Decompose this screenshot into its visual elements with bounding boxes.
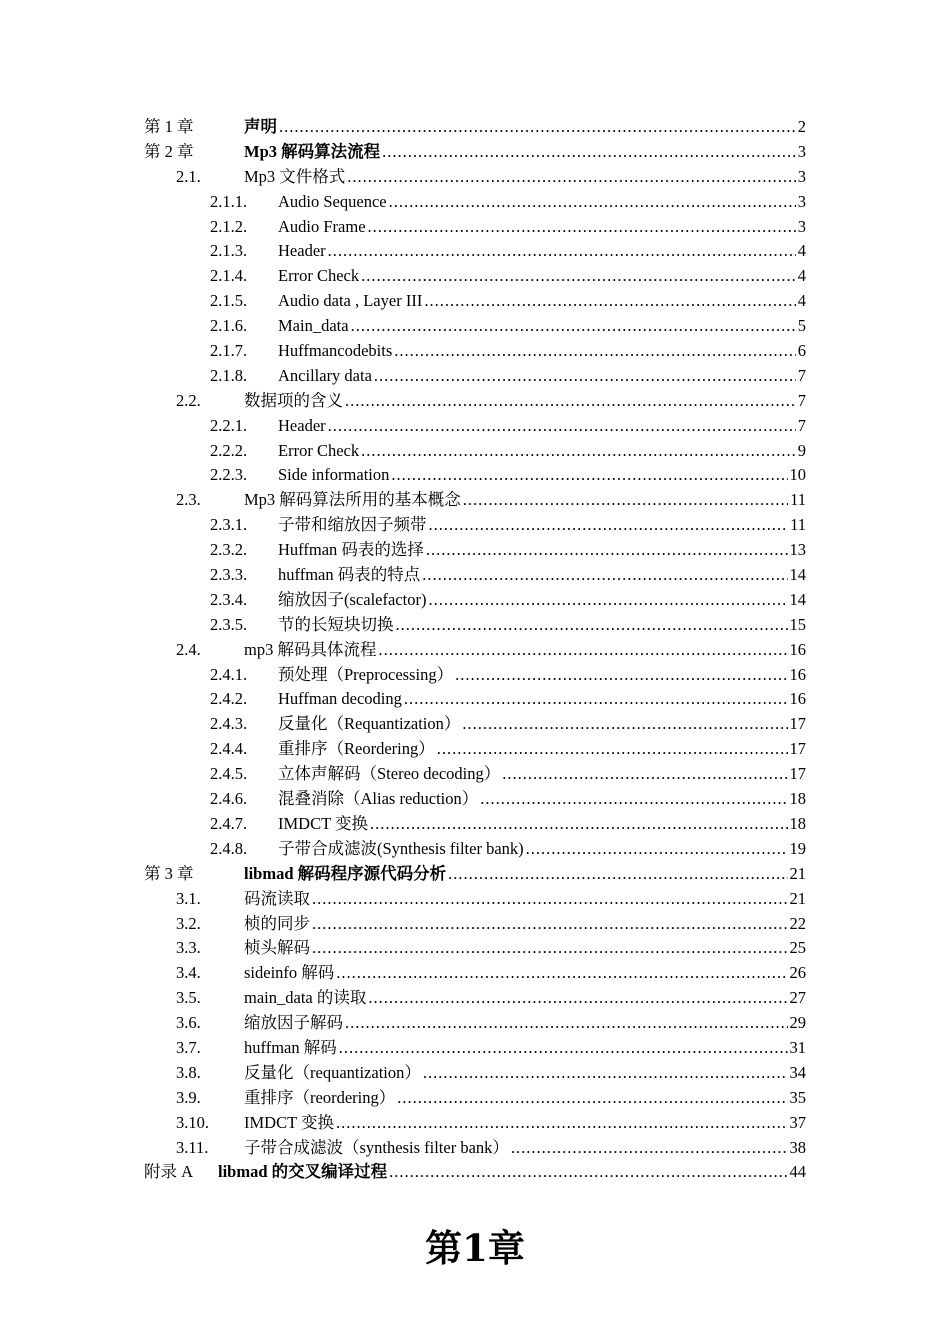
toc-entry-title: libmad 的交叉编译过程 [218,1162,388,1182]
toc-entry-page: 21 [789,888,806,908]
toc-dot-leader [312,887,788,912]
toc-entry-title: 桢的同步 [244,913,310,933]
toc-entry-title: 重排序（reordering） [244,1087,396,1107]
toc-dot-leader [526,837,788,862]
toc-dot-leader [351,314,796,339]
toc-entry-page: 14 [789,565,806,585]
toc-entry-title: Header [278,241,326,261]
toc-entry-title: 反量化（requantization） [244,1062,421,1082]
toc-dot-leader [312,936,788,961]
toc-entry-number: 2.4.3. [210,714,248,734]
toc-dot-leader [389,190,796,215]
toc-dot-leader [361,264,796,289]
toc-dot-leader [336,1111,788,1136]
toc-entry[interactable] [144,339,806,364]
toc-entry-page: 17 [789,739,806,759]
toc-entry[interactable] [144,712,806,737]
toc-entry[interactable] [144,513,806,538]
toc-entry[interactable] [144,239,806,264]
toc-entry-title: mp3 解码具体流程 [244,639,377,659]
toc-entry-page: 7 [797,390,806,410]
toc-entry[interactable] [144,986,806,1011]
toc-entry[interactable] [144,414,806,439]
toc-entry[interactable] [144,1011,806,1036]
toc-entry[interactable] [144,812,806,837]
toc-entry-number: 3.1. [176,888,201,908]
toc-entry[interactable] [144,912,806,937]
toc-entry-number: 2.1.8. [210,365,248,385]
toc-dot-leader [374,364,796,389]
toc-entry[interactable] [144,663,806,688]
toc-entry[interactable] [144,588,806,613]
toc-entry-number: 3.7. [176,1037,201,1057]
toc-entry-page: 3 [797,141,806,161]
table-of-contents [144,115,806,1185]
toc-entry-number: 2.1.4. [210,266,248,286]
toc-entry[interactable] [144,215,806,240]
toc-entry-page: 7 [797,415,806,435]
toc-entry[interactable] [144,289,806,314]
toc-dot-leader [378,638,787,663]
toc-entry-page: 11 [790,515,806,535]
toc-entry-title: 数据项的含义 [244,390,343,410]
toc-entry-page: 27 [789,988,806,1008]
toc-dot-leader [345,1011,788,1036]
toc-entry[interactable] [144,961,806,986]
toc-entry-page: 7 [797,365,806,385]
toc-entry[interactable] [144,638,806,663]
toc-entry-page: 38 [789,1137,806,1157]
toc-entry-title: 重排序（Reordering） [278,739,435,759]
toc-entry-number: 2.1.7. [210,341,248,361]
toc-dot-leader [394,339,795,364]
toc-entry[interactable] [144,1160,806,1185]
toc-entry-number: 2.2.1. [210,415,248,435]
toc-entry[interactable] [144,1036,806,1061]
toc-dot-leader [396,613,788,638]
toc-entry-page: 31 [789,1037,806,1057]
toc-entry-title: sideinfo 解码 [244,963,335,983]
toc-entry-number: 3.3. [176,938,201,958]
toc-entry-page: 18 [789,789,806,809]
toc-entry[interactable] [144,563,806,588]
toc-entry-title: 子带合成滤波(Synthesis filter bank) [278,838,524,858]
toc-entry[interactable] [144,389,806,414]
toc-entry-page: 10 [789,465,806,485]
toc-dot-leader [404,687,788,712]
toc-entry-title: 桢头解码 [244,938,310,958]
toc-dot-leader [347,165,795,190]
toc-entry-title: 预处理（Preprocessing） [278,664,454,684]
toc-entry-page: 14 [789,589,806,609]
toc-entry-page: 17 [789,714,806,734]
toc-entry[interactable] [144,1086,806,1111]
toc-entry-title: Audio Frame [278,216,366,236]
toc-entry-page: 35 [789,1087,806,1107]
toc-entry-number: 2.1.1. [210,191,248,211]
toc-entry-number: 附录 A [144,1162,194,1182]
toc-entry-page: 3 [797,216,806,236]
toc-dot-leader [312,912,788,937]
toc-entry[interactable] [144,936,806,961]
toc-dot-leader [462,712,787,737]
toc-entry[interactable] [144,115,806,140]
toc-dot-leader [361,439,796,464]
toc-entry-page: 16 [789,639,806,659]
toc-entry-number: 2.2. [176,390,201,410]
toc-entry-title: Side information [278,465,390,485]
toc-entry-number: 2.3.4. [210,589,248,609]
toc-dot-leader [437,737,788,762]
toc-entry-number: 2.3.3. [210,565,248,585]
toc-entry-number: 第 3 章 [144,863,194,883]
toc-entry-title: Mp3 解码算法所用的基本概念 [244,490,461,510]
toc-entry-title: Huffmancodebits [278,341,393,361]
toc-dot-leader [423,1061,788,1086]
toc-entry-number: 3.6. [176,1013,201,1033]
toc-dot-leader [328,239,796,264]
toc-entry-title: Audio Sequence [278,191,387,211]
toc-entry-title: Huffman decoding [278,689,402,709]
chapter-heading: 第1章 [425,1226,525,1270]
toc-dot-leader [455,663,787,688]
toc-dot-leader [391,463,787,488]
toc-dot-leader [448,862,787,887]
toc-entry-number: 2.4.1. [210,664,248,684]
toc-entry[interactable] [144,538,806,563]
toc-entry-title: Huffman 码表的选择 [278,540,424,560]
toc-entry-number: 2.3. [176,490,201,510]
toc-entry-number: 2.1. [176,166,201,186]
toc-entry-page: 21 [789,863,806,883]
toc-entry[interactable] [144,1061,806,1086]
toc-entry-page: 15 [789,614,806,634]
toc-entry-page: 6 [797,341,806,361]
toc-entry-title: Error Check [278,440,360,460]
toc-entry-page: 5 [797,316,806,336]
toc-entry[interactable] [144,787,806,812]
toc-entry-number: 2.4.4. [210,739,248,759]
toc-entry[interactable] [144,862,806,887]
toc-entry[interactable] [144,463,806,488]
toc-entry-page: 25 [789,938,806,958]
toc-entry-number: 2.3.5. [210,614,248,634]
toc-entry-number: 2.1.6. [210,316,248,336]
toc-dot-leader [428,588,787,613]
toc-entry-title: huffman 码表的特点 [278,565,421,585]
toc-entry[interactable] [144,264,806,289]
toc-entry-title: Header [278,415,326,435]
toc-entry-number: 2.4.5. [210,764,248,784]
toc-entry-page: 18 [789,813,806,833]
toc-dot-leader [368,215,796,240]
toc-dot-leader [368,986,787,1011]
toc-entry-page: 19 [789,838,806,858]
toc-entry-title: 混叠消除（Alias reduction） [278,789,479,809]
toc-entry-page: 4 [797,266,806,286]
toc-entry-number: 2.4.2. [210,689,248,709]
toc-entry-number: 第 2 章 [144,141,194,161]
toc-entry[interactable] [144,887,806,912]
toc-entry-page: 44 [789,1162,806,1182]
toc-entry-title: 缩放因子解码 [244,1013,343,1033]
toc-entry-page: 3 [797,191,806,211]
toc-dot-leader [397,1086,787,1111]
toc-dot-leader [279,115,796,140]
toc-entry[interactable] [144,737,806,762]
toc-entry-number: 2.3.2. [210,540,248,560]
toc-entry[interactable] [144,687,806,712]
toc-entry[interactable] [144,1111,806,1136]
toc-entry-number: 3.4. [176,963,201,983]
toc-entry-page: 2 [797,117,806,136]
toc-entry-title: Error Check [278,266,360,286]
toc-entry-page: 16 [789,664,806,684]
toc-entry[interactable] [144,364,806,389]
toc-entry-number: 2.4. [176,639,201,659]
toc-dot-leader [480,787,787,812]
toc-entry[interactable] [144,314,806,339]
toc-dot-leader [339,1036,788,1061]
toc-entry-number: 2.3.1. [210,515,248,535]
toc-entry-number: 2.4.7. [210,813,248,833]
toc-entry-title: 码流读取 [244,888,310,908]
toc-dot-leader [345,389,796,414]
toc-entry-title: 声明 [244,117,277,136]
toc-entry-page: 9 [797,440,806,460]
toc-dot-leader [502,762,787,787]
toc-entry[interactable] [144,140,806,165]
toc-entry-page: 4 [797,291,806,311]
toc-dot-leader [511,1136,788,1161]
toc-entry-page: 16 [789,689,806,709]
toc-entry-title: 缩放因子(scalefactor) [278,589,427,609]
toc-entry-number: 2.1.2. [210,216,248,236]
toc-dot-leader [336,961,787,986]
toc-dot-leader [463,488,788,513]
toc-entry-number: 2.2.2. [210,440,248,460]
toc-entry-title: main_data 的读取 [244,988,367,1008]
toc-entry-number: 第 1 章 [144,117,194,136]
toc-entry-number: 3.11. [176,1137,209,1157]
toc-entry-number: 3.5. [176,988,201,1008]
toc-dot-leader [389,1160,787,1185]
toc-entry-title: Main_data [278,316,349,336]
toc-entry[interactable] [144,837,806,862]
toc-entry-number: 3.2. [176,913,201,933]
toc-entry-page: 11 [790,490,806,510]
toc-entry-title: Mp3 文件格式 [244,166,346,186]
toc-entry-number: 2.4.8. [210,838,248,858]
toc-entry-title: 子带和缩放因子频带 [278,515,427,535]
toc-entry-page: 26 [789,963,806,983]
toc-entry-title: Ancillary data [278,365,372,385]
toc-entry[interactable] [144,488,806,513]
toc-dot-leader [382,140,796,165]
toc-entry-title: IMDCT 变换 [244,1112,334,1132]
toc-dot-leader [426,538,788,563]
toc-entry-title: 反量化（Requantization） [278,714,461,734]
toc-entry[interactable] [144,190,806,215]
toc-entry-title: libmad 解码程序源代码分析 [244,863,447,883]
toc-dot-leader [422,563,787,588]
toc-entry[interactable] [144,1136,806,1161]
toc-entry-page: 17 [789,764,806,784]
toc-dot-leader [370,812,788,837]
toc-entry-number: 3.10. [176,1112,209,1132]
toc-dot-leader [328,414,796,439]
toc-entry[interactable] [144,439,806,464]
toc-entry-page: 37 [789,1112,806,1132]
toc-entry-number: 3.8. [176,1062,201,1082]
toc-entry-title: 子带合成滤波（synthesis filter bank） [244,1137,509,1157]
toc-entry-title: Mp3 解码算法流程 [244,141,381,161]
toc-entry[interactable] [144,613,806,638]
toc-entry-title: huffman 解码 [244,1037,337,1057]
toc-entry-title: 节的长短块切换 [278,614,394,634]
toc-entry-number: 2.2.3. [210,465,248,485]
toc-entry-page: 3 [797,166,806,186]
toc-dot-leader [424,289,795,314]
toc-entry-number: 2.1.3. [210,241,248,261]
toc-entry[interactable] [144,165,806,190]
toc-entry-number: 2.1.5. [210,291,248,311]
toc-dot-leader [429,513,789,538]
toc-entry-page: 4 [797,241,806,261]
toc-entry-title: 立体声解码（Stereo decoding） [278,764,501,784]
toc-entry-title: IMDCT 变换 [278,813,368,833]
toc-entry-title: Audio data , Layer III [278,291,423,311]
toc-entry-number: 3.9. [176,1087,201,1107]
toc-entry-page: 34 [789,1062,806,1082]
toc-entry[interactable] [144,762,806,787]
toc-entry-page: 22 [789,913,806,933]
toc-entry-page: 13 [789,540,806,560]
toc-entry-number: 2.4.6. [210,789,248,809]
toc-entry-page: 29 [789,1013,806,1033]
